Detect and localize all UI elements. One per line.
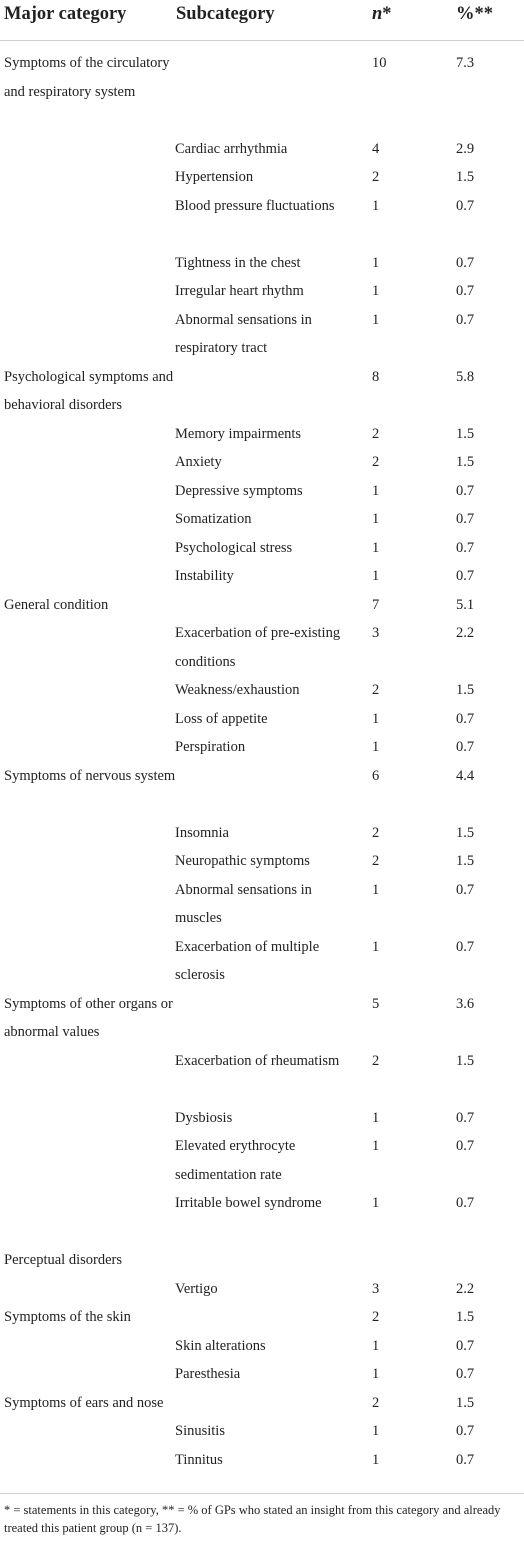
major-category-cell: Symptoms of the skin [4,1309,131,1325]
percent-cell: 1.5 [456,1309,475,1325]
count-cell: 2 [372,1394,380,1411]
subcategory-cell: Exacerbation of pre-existing conditions [175,625,341,670]
major-category-cell: Symptoms of nervous system [4,767,176,784]
percent-cell: 2.2 [456,1280,475,1297]
table-body [0,41,524,1474]
count-cell: 10 [372,55,387,71]
subcategory-row [0,1360,524,1389]
count-cell: 1 [372,739,380,755]
subcategory-row [0,619,524,676]
subcategory-cell: Psychological stress [175,539,293,556]
subcategory-row [0,562,524,591]
count-cell: 6 [372,767,380,784]
major-category-cell: Psychological symptoms and behavioral disorders [4,368,174,413]
subcategory-row [0,1332,524,1361]
subcategory-row [0,705,524,734]
count-cell: 2 [372,853,380,869]
subcategory-row [0,306,524,363]
subcategory-cell: Abnormal sensations in muscles [175,881,312,926]
percent-cell: 1.5 [456,425,475,442]
percent-cell: 1.5 [456,853,475,869]
percent-cell: 0.7 [456,1366,475,1382]
subcategory-row [0,1189,524,1246]
percent-cell: 0.7 [456,511,475,527]
category-row [0,363,524,420]
percent-cell: 0.7 [456,1451,475,1468]
category-row [0,990,524,1047]
subcategory-cell: Abnormal sensations in respiratory tract [175,311,312,356]
percent-cell: 0.7 [456,710,475,727]
category-row [0,1389,524,1418]
count-cell: 4 [372,140,380,157]
subcategory-row [0,505,524,534]
subcategory-row [0,1132,524,1189]
subcategory-cell: Cardiac arrhythmia [175,140,288,157]
subcategory-row [0,1275,524,1304]
subcategory-cell: Depressive symptoms [175,482,303,499]
percent-cell: 0.7 [456,283,475,299]
subcategory-row [0,534,524,563]
count-cell: 1 [372,311,380,328]
subcategory-row [0,733,524,762]
percent-cell: 5.1 [456,596,475,613]
count-cell: 1 [372,482,380,499]
subcategory-cell: Vertigo [175,1280,218,1297]
subcategory-cell: Tinnitus [175,1451,223,1468]
percent-cell: 0.7 [456,311,475,328]
percent-cell: 1.5 [456,169,475,185]
header-n [372,4,392,25]
percent-cell: 0.7 [456,1109,475,1126]
subcategory-row [0,249,524,278]
subcategory-cell: Insomnia [175,824,229,841]
percent-cell: 3.6 [456,995,475,1012]
major-category-cell: Perceptual disorders [4,1252,122,1268]
subcategory-row [0,277,524,306]
percent-cell: 1.5 [456,454,475,470]
count-cell: 1 [372,881,380,898]
subcategory-cell: Skin alterations [175,1337,266,1354]
table-footnote: * = statements in this category, ** = % of GPs who stated an insight from this category and already treated this patient group (n = 137). [4,1503,501,1535]
table-header [0,0,524,41]
count-cell: 1 [372,1337,380,1354]
subcategory-row [0,163,524,192]
category-row [0,591,524,620]
count-cell: 2 [372,824,380,841]
count-cell: 1 [372,710,380,727]
header-n-letter: n [372,4,383,24]
percent-cell: 0.7 [456,1337,475,1354]
percent-cell: 0.7 [456,1423,475,1439]
percent-cell: 7.3 [456,55,475,71]
percent-cell: 0.7 [456,1195,475,1211]
subcategory-cell: Exacerbation of multiple sclerosis [175,938,320,983]
subcategory-cell: Loss of appetite [175,710,268,727]
subcategory-cell: Anxiety [175,454,222,470]
subcategory-row [0,819,524,848]
count-cell: 1 [372,1138,380,1154]
count-cell: 3 [372,625,380,641]
subcategory-cell: Exacerbation of rheumatism [175,1052,340,1069]
category-row [0,49,524,135]
percent-cell: 0.7 [456,254,475,271]
major-category-cell: General condition [4,596,109,613]
count-cell: 1 [372,197,380,214]
subcategory-row [0,135,524,164]
count-cell: 1 [372,1195,380,1211]
subcategory-cell: Hypertension [175,169,254,185]
count-cell: 2 [372,682,380,698]
percent-cell: 2.9 [456,140,475,157]
category-row [0,1303,524,1332]
subcategory-cell: Irritable bowel syndrome [175,1195,322,1211]
subcategory-row [0,420,524,449]
major-category-cell: Symptoms of ears and nose [4,1394,164,1411]
count-cell: 1 [372,283,380,299]
category-row [0,762,524,819]
subcategory-row [0,876,524,933]
count-cell: 3 [372,1280,380,1297]
subcategory-row [0,1446,524,1475]
subcategory-cell: Sinusitis [175,1423,225,1439]
subcategory-cell: Instability [175,568,234,584]
subcategory-row [0,676,524,705]
header-n-asterisk: * [382,4,392,24]
header-subcategory: Subcategory [176,4,275,24]
count-cell: 1 [372,568,380,584]
percent-cell: 0.7 [456,568,475,584]
count-cell: 1 [372,1366,380,1382]
subcategory-cell: Tightness in the chest [175,254,301,271]
percent-cell: 2.2 [456,625,475,641]
count-cell: 1 [372,539,380,556]
subcategory-cell: Blood pressure fluctuations [175,197,335,214]
percent-cell: 0.7 [456,938,475,955]
subcategory-cell: Memory impairments [175,425,302,442]
category-row [0,1246,524,1275]
count-cell: 2 [372,1309,380,1325]
subcategory-cell: Irregular heart rhythm [175,283,304,299]
subcategory-row [0,1047,524,1104]
percent-cell: 0.7 [456,197,475,214]
count-cell: 1 [372,254,380,271]
subcategory-cell: Dysbiosis [175,1109,233,1126]
subcategory-cell: Perspiration [175,739,246,755]
count-cell: 2 [372,454,380,470]
percent-cell: 1.5 [456,824,475,841]
percent-cell: 0.7 [456,881,475,898]
subcategory-cell: Weakness/exhaustion [175,682,300,698]
table-bottom-rule [0,1493,524,1494]
subcategory-row [0,1104,524,1133]
subcategory-cell: Somatization [175,511,252,527]
count-cell: 5 [372,995,380,1012]
percent-cell: 5.8 [456,368,475,385]
count-cell: 1 [372,1109,380,1126]
percent-cell: 0.7 [456,482,475,499]
count-cell: 8 [372,368,380,385]
count-cell: 2 [372,425,380,442]
count-cell: 1 [372,1451,380,1468]
subcategory-cell: Paresthesia [175,1366,241,1382]
subcategory-cell: Neuropathic symptoms [175,853,310,869]
subcategory-row [0,847,524,876]
subcategory-row [0,448,524,477]
header-percent: %** [456,4,493,24]
percent-cell: 1.5 [456,682,475,698]
header-major-category: Major category [4,4,127,24]
count-cell: 1 [372,938,380,955]
subcategory-row [0,477,524,506]
percent-cell: 0.7 [456,1138,475,1154]
percent-cell: 4.4 [456,767,475,784]
subcategory-row [0,192,524,249]
percent-cell: 1.5 [456,1052,475,1069]
major-category-cell: Symptoms of the circulatory and respiratory system [4,55,170,100]
percent-cell: 1.5 [456,1394,475,1411]
count-cell: 7 [372,596,380,613]
subcategory-row [0,1417,524,1446]
count-cell: 1 [372,511,380,527]
count-cell: 1 [372,1423,380,1439]
subcategory-cell: Elevated erythrocyte sedimentation rate [175,1138,296,1183]
percent-cell: 0.7 [456,739,475,755]
major-category-cell: Symptoms of other organs or abnormal values [4,995,173,1040]
count-cell: 2 [372,1052,380,1069]
subcategory-row [0,933,524,990]
percent-cell: 0.7 [456,539,475,556]
count-cell: 2 [372,169,380,185]
